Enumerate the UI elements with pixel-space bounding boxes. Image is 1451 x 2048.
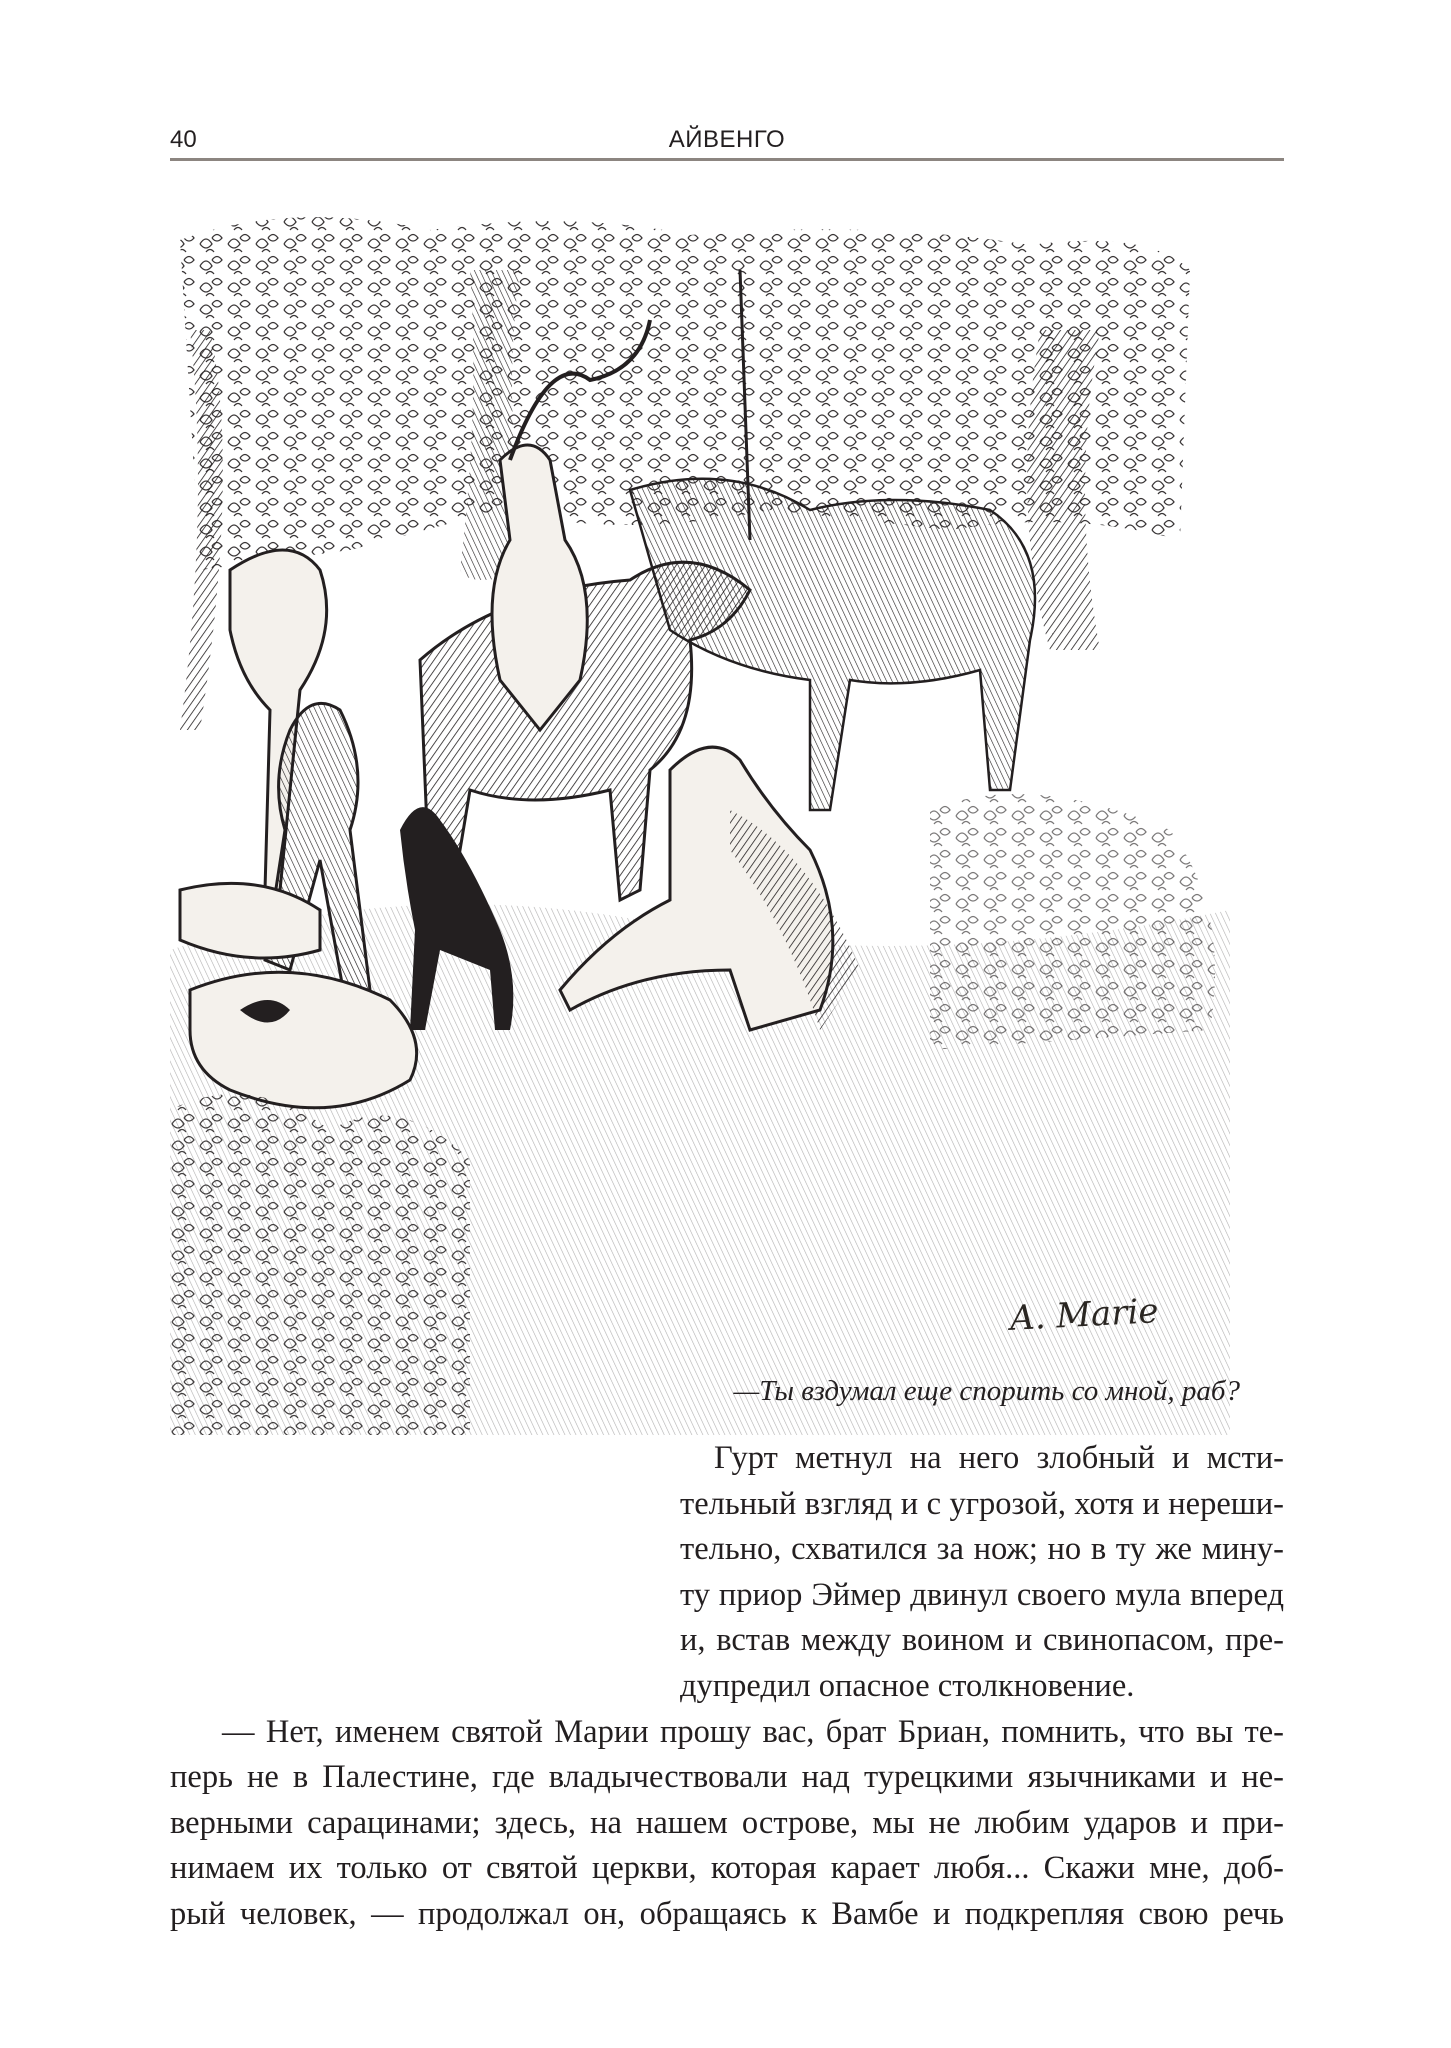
text-line: — Нет, именем святой Марии прошу вас, брат Бриан, помнить, что вы те- [222,1714,1284,1750]
running-title: АЙВЕНГО [668,126,786,153]
engraving-illustration [170,210,1250,1435]
page-number: 40 [170,126,197,153]
page-header [170,122,1284,161]
text-line: Гурт метнул на него злобный и мсти- [714,1440,1284,1476]
text-line: нимаем их только от святой церкви, которая карает любя... Скажи мне, доб- [170,1850,1284,1886]
illustration-caption: —Ты вздумал еще спорить со мной, раб? [733,1375,1240,1407]
artist-signature: A. Marie [1009,1291,1160,1339]
text-line: рый человек, — продолжал он, обращаясь к Вамбе и подкрепляя свою речь [170,1896,1284,1932]
text-line: перь не в Палестине, где владычествовали над турецкими язычниками и не- [170,1759,1284,1795]
text-line: дупредил опасное столкновение. [680,1668,1135,1704]
text-line: ту приор Эймер двинул своего мула вперед [680,1577,1284,1613]
tree-trunk-left [180,330,223,730]
text-line: верными сарацинами; здесь, на нашем острове, мы не любим ударов и при- [170,1805,1284,1841]
text-line: тельно, схватился за нож; но в ту же мину- [680,1531,1284,1567]
text-line: и, встав между воином и свинопасом, пре- [680,1622,1284,1658]
text-line: тельный взгляд и с угрозой, хотя и нереши- [680,1486,1284,1522]
